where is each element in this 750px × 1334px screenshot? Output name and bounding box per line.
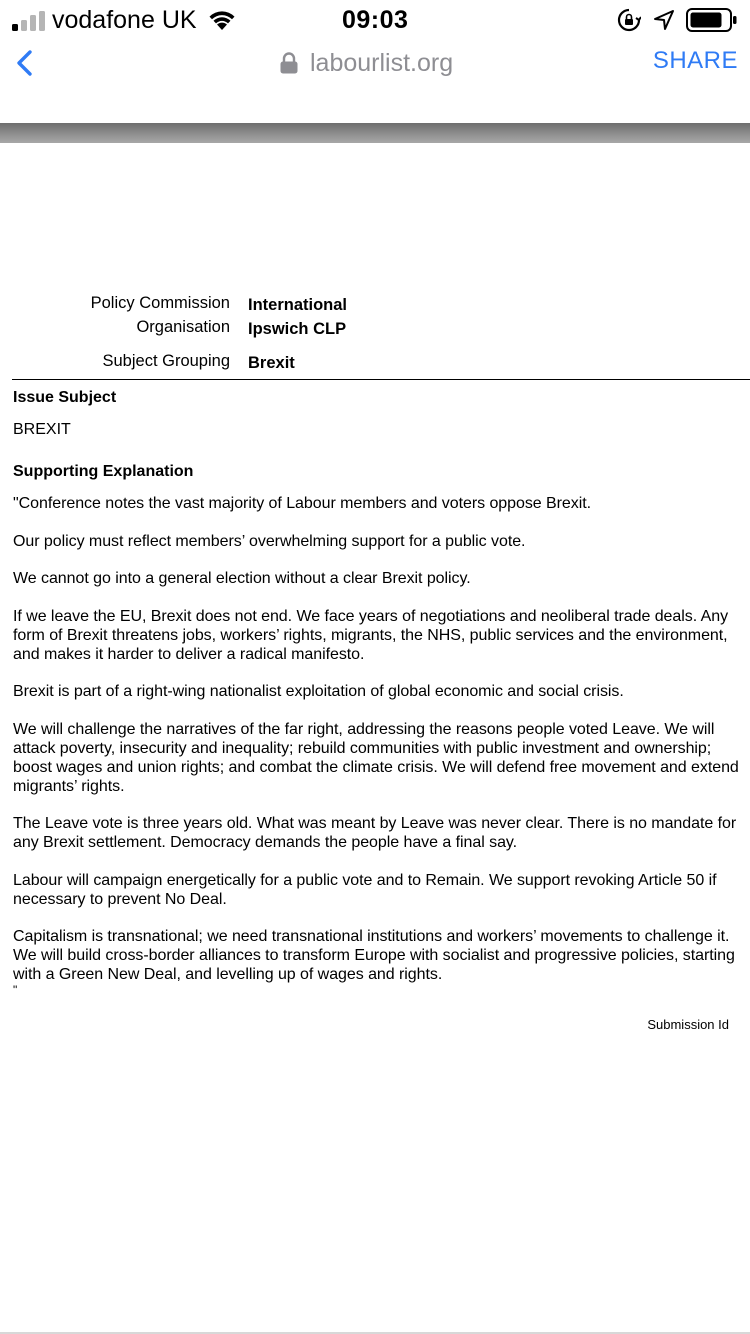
clock: 09:03 [342,6,409,34]
back-chevron-icon[interactable] [10,48,40,78]
issue-subject-value: BREXIT [13,421,71,438]
meta-value: Ipswich CLP [248,320,347,338]
paragraph: We cannot go into a general election without a clear Brexit policy. [13,570,471,587]
location-arrow-icon [653,9,675,31]
share-button[interactable]: SHARE [652,47,738,74]
status-bar [0,0,750,40]
paragraph: Labour will campaign energetically for a public vote and to Remain. We support revoking Article 50 if necessary to prevent No Deal. [13,871,717,908]
meta-value: International [248,296,348,314]
divider [12,379,750,380]
padlock-icon [280,52,298,74]
page-header-band [0,123,750,143]
signal-icon [12,11,48,31]
paragraph: Brexit is part of a right-wing nationalist exploitation of global economic and social crisis. [13,683,624,700]
meta-row-organisation [0,318,750,340]
paragraph: We will challenge the narratives of the far right, addressing the reasons people voted Leave. We will attack poverty, insecurity and inequality; rebuild communities with public investment and ownership; boost wages and union rights; and combat the climate crisis. We will defend free movement and extend migrants’ rights. [13,720,739,795]
wifi-icon [206,8,238,32]
paragraph: "Conference notes the vast majority of Labour members and voters oppose Brexit. [13,495,592,512]
meta-label: Organisation [136,318,230,336]
battery-icon [686,8,738,32]
paragraph: The Leave vote is three years old. What was meant by Leave was never clear. There is no mandate for any Brexit settlement. Democracy demands the people have a final say. [13,815,737,851]
meta-label: Subject Grouping [102,352,230,370]
meta-label: Policy Commission [90,294,230,312]
browser-nav-bar [0,40,750,124]
meta-row-subject-grouping [0,352,750,374]
closing-quote: " [13,983,18,997]
issue-subject-heading: Issue Subject [13,389,117,406]
submission-id-label: Submission Id [647,1017,729,1032]
supporting-explanation-text [13,494,750,996]
supporting-explanation-heading: Supporting Explanation [13,463,194,480]
url-field[interactable] [280,48,453,78]
paragraph: Our policy must reflect members’ overwhelming support for a public vote. [13,532,526,550]
meta-value: Brexit [248,354,295,372]
meta-row-policy-commission [0,294,750,316]
orientation-lock-icon [617,8,641,32]
paragraph: If we leave the EU, Brexit does not end. We face years of negotiations and neoliberal trade deals. Any form of Brexit threatens jobs, workers’ rights, migrants, the NHS, public services and the environment, and makes it harder to deliver a radical manifesto. [13,607,729,663]
paragraph: Capitalism is transnational; we need transnational institutions and workers’ movements to challenge it. We will build cross-border alliances to transform Europe with socialist and progressive policies, starting with a Green New Deal, and levelling up of wages and rights. [13,928,735,983]
carrier-name: vodafone UK [52,6,197,34]
url-text: labourlist.org [310,49,454,77]
